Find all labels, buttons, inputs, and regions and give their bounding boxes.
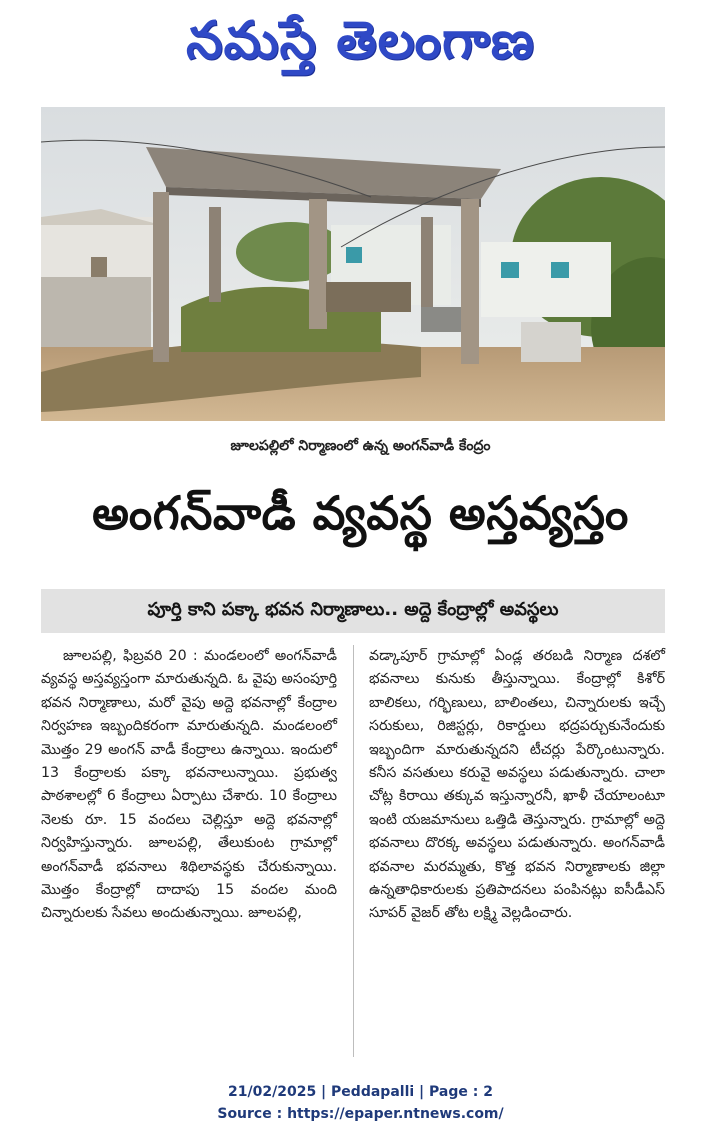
column-divider [353,645,354,1057]
construction-site-image [41,107,665,421]
footer-edition-info: 21/02/2025 | Peddapalli | Page : 2 [228,1084,493,1100]
footer-source: Source : https://epaper.ntnews.com/ [217,1106,504,1122]
article-body-right: వడ్కాపూర్ గ్రామాల్లో ఏండ్ల తరబడి నిర్మాణ దశలో భవనాలు కునుకు తీస్తున్నాయి. కేంద్రాల్లో కిశోర్ బాలికలు, గర్భిణులు, బాలింతలు, చిన్నారులకు ఇచ్చే సరుకులు, రిజిస్టర్లు, రికార్డులు భద్రపర్చుకునేందుకు ఇబ్బందిగా మారుతున్నదని టీచర్లు పేర్కొంటున్నారు. కనీస వసతులు కరువై అవస్థలు పడుతున్నారు. చాలా చోట్ల కిరాయి తక్కువ ఇస్తున్నారనీ, ఖాళీ చేయాలంటూ ఇంటి యజమానులు ఒత్తిడి తెస్తున్నారు. గ్రామాల్లో అద్దె భవనాలు దొరక్క అవస్థలు పడుతున్నారు. అంగన్‌వాడీ భవనాల మరమ్మతు, కొత్త భవన నిర్మాణాలకు జిల్లా ఉన్నతాధికారులకు ప్రతిపాదనలు పంపినట్లు ఐసీడీఎస్ సూపర్ వైజర్ తోట లక్ష్మి వెల్లడించారు. [369,648,665,922]
article-photo [41,107,665,421]
newspaper-title: నమస్తే తెలంగాణ [186,11,535,71]
photo-caption: జూలపల్లిలో నిర్మాణంలో ఉన్న అంగన్‌వాడీ కేంద్రం [230,438,491,454]
article-subheadline: పూర్తి కాని పక్కా భవన నిర్మాణాలు.. అద్దె కేంద్రాల్లో అవస్థలు [41,589,665,633]
article-headline: అంగన్‌వాడీ వ్యవస్థ అస్తవ్యస్తం [92,486,629,540]
article-body-left: జూలపల్లి, ఫిబ్రవరి 20 : మండలంలో అంగన్‌వాడీ వ్యవస్థ అస్తవ్యస్తంగా మారుతున్నది. ఓ వైపు అసంపూర్తి భవన నిర్మాణాలు, మరో వైపు అద్దె భవనాల్లో కేంద్రాల నిర్వహణ ఇబ్బందికరంగా మారుతున్నది. మండలంలో మొత్తం 29 అంగన్ వాడీ కేంద్రాలు ఉన్నాయి. ఇందులో 13 కేంద్రాలకు పక్కా భవనాలున్నాయి. ప్రభుత్వ పాఠశాలల్లో 6 కేంద్రాలు ఏర్పాటు చేశారు. 10 కేంద్రాలు నెలకు రూ. 15 వందలు చెల్లిస్తూ అద్దె భవనాల్లో నిర్వహిస్తున్నారు. జూలపల్లి, తేలుకుంట గ్రామాల్లో అంగన్‌వాడీ భవనాలు శిథిలావస్థకు చేరుకున్నాయి. మొత్తం కేంద్రాల్లో దాదాపు 15 వందల మంది చిన్నారులకు సేవలు అందుతున్నాయి. జూలపల్లి, [41,648,337,922]
masthead [0,0,721,95]
